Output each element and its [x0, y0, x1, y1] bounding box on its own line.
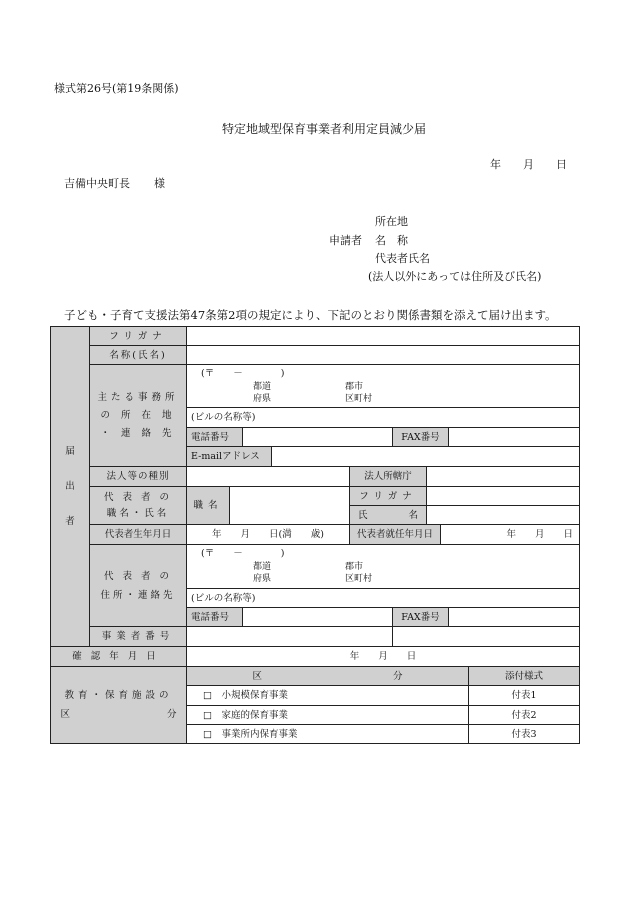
rep-title-label-2: 職名・氏名: [106, 508, 170, 519]
rep-phone-field[interactable]: [242, 607, 393, 627]
corp-type-label: 法人等の種別: [89, 466, 187, 487]
shimei-field[interactable]: [426, 505, 580, 525]
furigana-field[interactable]: [186, 326, 580, 346]
date-day: 日: [556, 158, 567, 171]
corp-type-field[interactable]: [186, 466, 350, 487]
operator-no-field-2[interactable]: [392, 626, 580, 647]
office-city-2: 区町村: [345, 394, 373, 404]
office-email-label: E-mailアドレス: [186, 446, 272, 467]
applicant-address-label: 所在地: [375, 215, 408, 228]
category-head-bun: 分: [392, 670, 403, 682]
office-pref-1: 都道: [253, 382, 272, 392]
addressee: 吉備中央町長: [64, 177, 130, 190]
rep-address-field[interactable]: [186, 544, 580, 589]
shimei-label-1: 氏: [358, 509, 368, 521]
rep-addr-label: [89, 544, 187, 627]
rep-city-1: 郡市: [345, 562, 364, 572]
applicant-rep-label: 代表者氏名: [375, 252, 430, 265]
rep-building-field[interactable]: (ビルの名称等): [186, 588, 580, 608]
notifier-side-cell: [50, 326, 90, 647]
attach-row-3: 付表3: [468, 724, 580, 744]
category-row-2[interactable]: □ 家庭的保育事業: [186, 705, 469, 725]
shimei-label-2: 名: [408, 509, 418, 521]
office-fax-field[interactable]: [448, 427, 580, 447]
category-head-ku: 区: [252, 670, 262, 682]
confirm-date-label: 確認年月日: [50, 646, 187, 667]
rep-since-field[interactable]: 年 月 日: [440, 524, 580, 545]
applicant-label: 申請者: [329, 234, 362, 247]
name-label: 名称(氏名): [89, 345, 187, 365]
category-label: [50, 666, 187, 744]
date-month: 月: [523, 158, 534, 171]
office-email-field[interactable]: [271, 446, 580, 467]
operator-no-field-1[interactable]: [186, 626, 393, 647]
rep-pref-2: 府県: [253, 574, 272, 584]
rep-birth-field[interactable]: 年 月 日(満 歳): [186, 524, 350, 545]
office-phone-field[interactable]: [242, 427, 393, 447]
rep-since-label: 代表者就任年月日: [349, 524, 441, 545]
applicant-note: (法人以外にあっては住所及び氏名): [368, 270, 542, 283]
office-pref-2: 府県: [253, 394, 272, 404]
rep-title-label: [89, 486, 187, 525]
rep-city-2: 区町村: [345, 574, 373, 584]
shokumei-label: 職名: [186, 486, 230, 525]
side-label-3: 者: [65, 516, 75, 527]
date-year: 年: [490, 158, 501, 171]
shimei-label: [349, 505, 427, 525]
operator-no-label: 事業者番号: [89, 626, 187, 647]
rep-addr-label-1: 代 表 者 の: [103, 570, 173, 582]
category-label-1: 教育・保育施設の: [64, 690, 173, 701]
furigana-label: フリガナ: [89, 326, 187, 346]
form-title: 特定地域型保育事業者利用定員減少届: [222, 122, 427, 136]
rep-addr-label-2: 住所・連絡先: [100, 589, 176, 601]
category-label-ku: 区: [60, 709, 71, 720]
rep-furigana-label: フリガナ: [349, 486, 427, 506]
form-number: 様式第26号(第19条関係): [54, 82, 179, 95]
office-label-2: の 所 在 地: [100, 410, 176, 421]
confirm-date-field[interactable]: 年 月 日: [186, 646, 580, 667]
office-label: [89, 364, 187, 467]
office-postal: (〒 － ): [201, 368, 285, 379]
office-label-1: 主たる事務所: [97, 392, 179, 403]
rep-fax-field[interactable]: [448, 607, 580, 627]
category-row-3[interactable]: □ 事業所内保育事業: [186, 724, 469, 744]
side-label-1: 届: [65, 446, 75, 457]
office-label-3: ・ 連 絡 先: [100, 428, 176, 439]
attach-row-1: 付表1: [468, 685, 580, 706]
category-row-1[interactable]: □ 小規模保育事業: [186, 685, 469, 706]
office-building-field[interactable]: (ビルの名称等): [186, 407, 580, 428]
rep-postal: (〒 － ): [201, 548, 285, 559]
shokumei-field[interactable]: [229, 486, 350, 525]
notification-form: [50, 326, 580, 744]
side-label-2: 出: [65, 481, 75, 492]
office-city-1: 郡市: [345, 382, 364, 392]
corp-office-label: 法人所轄庁: [349, 466, 427, 487]
rep-phone-label: 電話番号: [186, 607, 243, 627]
category-label-bun: 分: [166, 709, 177, 720]
attach-row-2: 付表2: [468, 705, 580, 725]
rep-title-label-1: 代 表 者 の: [103, 492, 173, 503]
rep-fax-label: FAX番号: [392, 607, 449, 627]
rep-furigana-field[interactable]: [426, 486, 580, 506]
office-fax-label: FAX番号: [392, 427, 449, 447]
name-field[interactable]: [186, 345, 580, 365]
corp-office-field[interactable]: [426, 466, 580, 487]
addressee-sama: 様: [154, 177, 165, 190]
office-address-field[interactable]: [186, 364, 580, 408]
applicant-name-label: 名 称: [375, 234, 408, 247]
statement: 子ども・子育て支援法第47条第2項の規定により、下記のとおり関係書類を添えて届け出ます。: [64, 308, 557, 322]
rep-birth-label: 代表者生年月日: [89, 524, 187, 545]
attach-head: 添付様式: [468, 666, 580, 686]
office-phone-label: 電話番号: [186, 427, 243, 447]
rep-pref-1: 都道: [253, 562, 272, 572]
category-label-2: [61, 709, 177, 720]
category-head: [186, 666, 469, 686]
